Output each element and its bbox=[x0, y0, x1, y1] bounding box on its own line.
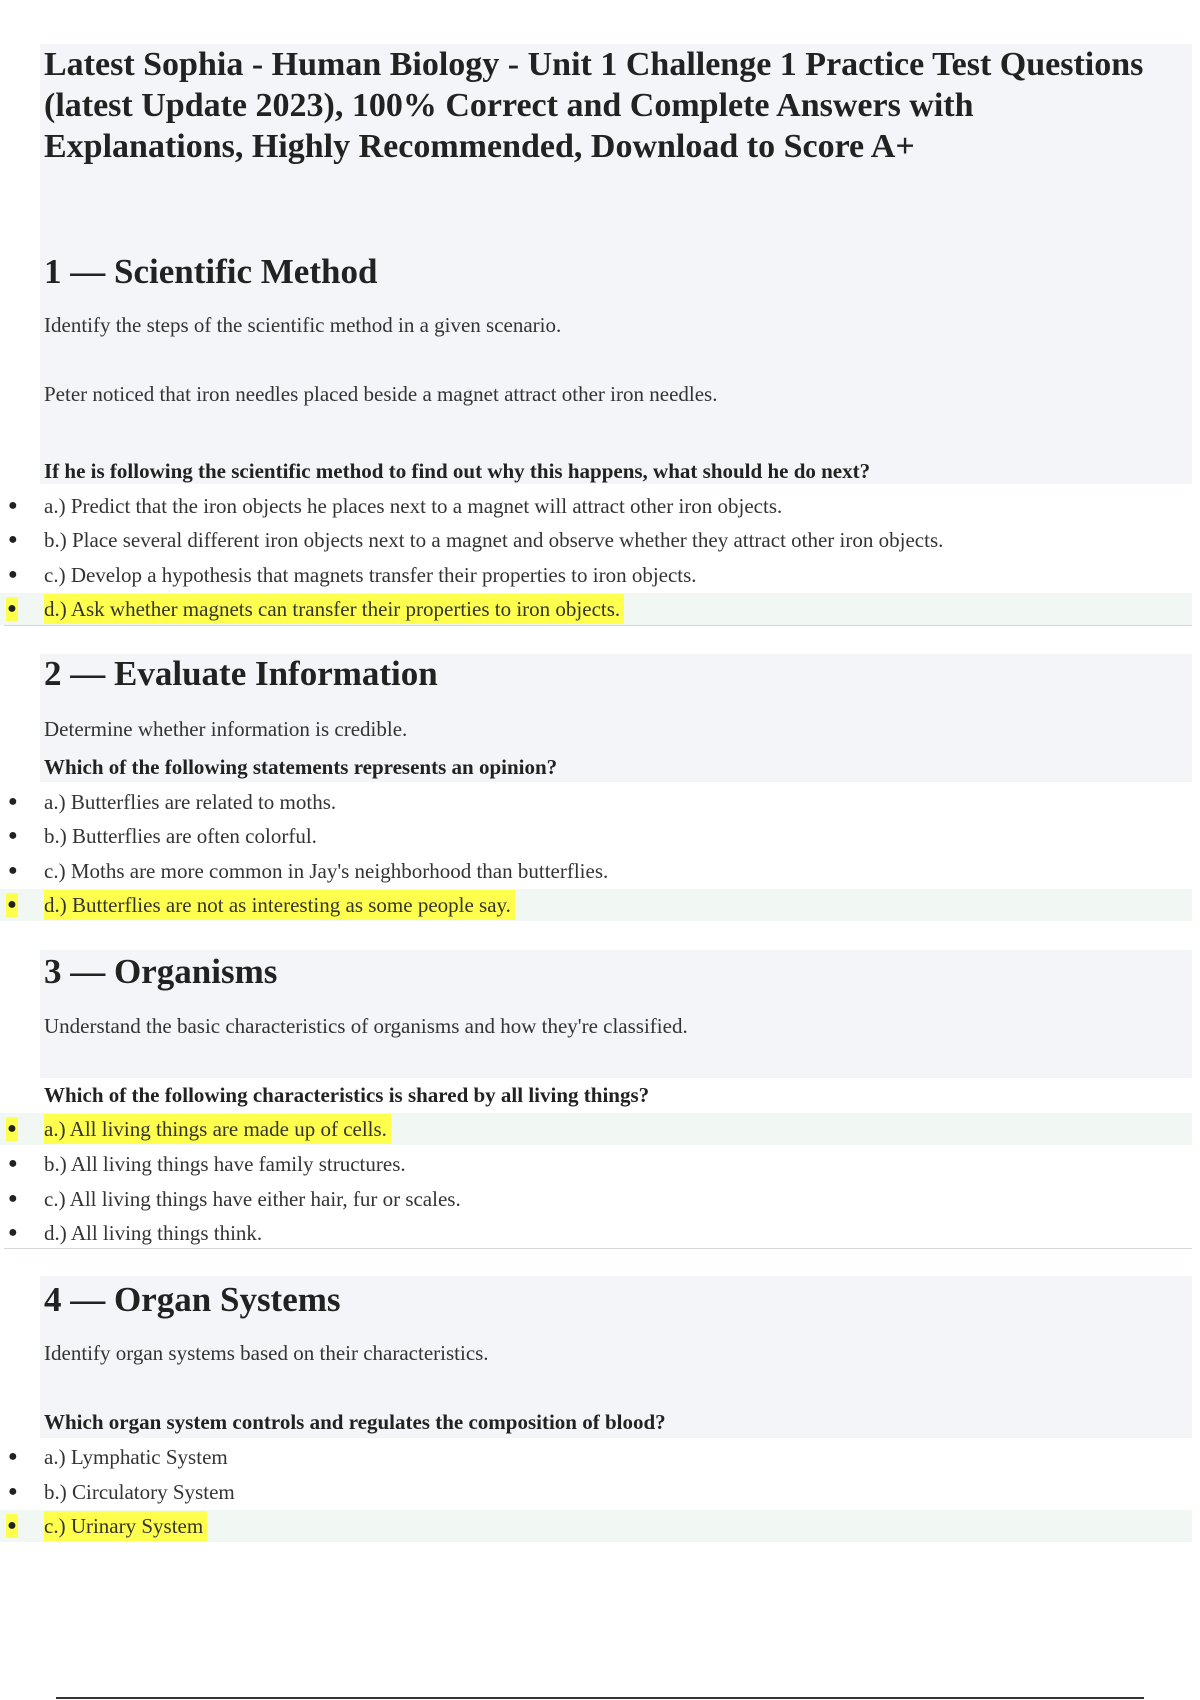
option-label: d.) Ask whether magnets can transfer their properties to iron objects. bbox=[44, 594, 624, 624]
answer-option[interactable] bbox=[0, 1183, 1192, 1215]
footer-rule bbox=[56, 1697, 1144, 1699]
option-label: a.) All living things are made up of cells. bbox=[44, 1114, 391, 1144]
bullet-icon: ● bbox=[8, 566, 18, 583]
bullet-icon: ● bbox=[8, 531, 18, 548]
section-heading: 4 — Organ Systems bbox=[44, 1280, 341, 1319]
option-label: b.) Circulatory System bbox=[44, 1480, 235, 1504]
option-label: c.) Moths are more common in Jay's neighborhood than butterflies. bbox=[44, 859, 609, 883]
bullet-icon: ● bbox=[8, 1483, 18, 1500]
section-description: Understand the basic characteristics of organisms and how they're classified. bbox=[44, 1014, 688, 1038]
answer-option-correct[interactable] bbox=[0, 1113, 1192, 1145]
answer-option-correct[interactable] bbox=[0, 889, 1192, 921]
question-text: Which of the following statements represents an opinion? bbox=[44, 755, 558, 779]
bullet-icon: ● bbox=[8, 1190, 18, 1207]
option-label: b.) Place several different iron objects next to a magnet and observe whether they attract other iron objects. bbox=[44, 528, 944, 552]
bullet-icon: ● bbox=[8, 862, 18, 879]
answer-option[interactable] bbox=[0, 1217, 1192, 1249]
answer-option[interactable] bbox=[0, 524, 1192, 556]
section-description: Identify organ systems based on their characteristics. bbox=[44, 1341, 489, 1365]
option-label: a.) Predict that the iron objects he places next to a magnet will attract other iron objects. bbox=[44, 494, 783, 518]
option-label: c.) All living things have either hair, fur or scales. bbox=[44, 1187, 461, 1211]
option-label: d.) Butterflies are not as interesting as some people say. bbox=[44, 890, 515, 920]
answer-option[interactable] bbox=[0, 1476, 1192, 1508]
bullet-icon: ● bbox=[8, 497, 18, 514]
option-label: a.) Lymphatic System bbox=[44, 1445, 228, 1469]
document-title: Latest Sophia - Human Biology - Unit 1 Challenge 1 Practice Test Questions (latest Update 2023), 100% Correct and Complete Answers with Explanations, Highly Recommended, Download to Score A+ bbox=[44, 46, 1144, 165]
answer-option[interactable] bbox=[0, 559, 1192, 591]
question-text: If he is following the scientific method to find out why this happens, what should he do next? bbox=[44, 459, 871, 483]
section-heading: 3 — Organisms bbox=[44, 952, 278, 991]
bullet-icon: ● bbox=[8, 827, 18, 844]
option-label: c.) Develop a hypothesis that magnets transfer their properties to iron objects. bbox=[44, 563, 697, 587]
answer-option[interactable] bbox=[0, 820, 1192, 852]
section-scenario: Peter noticed that iron needles placed beside a magnet attract other iron needles. bbox=[44, 382, 718, 406]
bullet-icon: ● bbox=[8, 1448, 18, 1465]
bullet-icon: ● bbox=[8, 793, 18, 810]
option-label: c.) Urinary System bbox=[44, 1511, 207, 1541]
section-heading: 1 — Scientific Method bbox=[44, 252, 378, 291]
question-text: Which organ system controls and regulates the composition of blood? bbox=[44, 1410, 666, 1434]
option-label: a.) Butterflies are related to moths. bbox=[44, 790, 337, 814]
section-1-separator bbox=[4, 625, 1192, 626]
bullet-icon: ● bbox=[6, 1117, 18, 1141]
answer-option[interactable] bbox=[0, 1148, 1192, 1180]
question-text: Which of the following characteristics is shared by all living things? bbox=[44, 1083, 650, 1107]
bullet-icon: ● bbox=[6, 1514, 18, 1538]
section-description: Determine whether information is credible. bbox=[44, 717, 408, 741]
answer-option-correct[interactable] bbox=[0, 593, 1192, 625]
option-label: b.) All living things have family structures. bbox=[44, 1152, 406, 1176]
answer-option[interactable] bbox=[0, 855, 1192, 887]
section-description: Identify the steps of the scientific method in a given scenario. bbox=[44, 313, 562, 337]
answer-option[interactable] bbox=[0, 786, 1192, 818]
section-heading: 2 — Evaluate Information bbox=[44, 654, 438, 693]
answer-option-correct[interactable] bbox=[0, 1510, 1192, 1542]
bullet-icon: ● bbox=[8, 1155, 18, 1172]
bullet-icon: ● bbox=[8, 1224, 18, 1241]
bullet-icon: ● bbox=[6, 893, 18, 917]
option-label: b.) Butterflies are often colorful. bbox=[44, 824, 317, 848]
answer-option[interactable] bbox=[0, 490, 1192, 522]
bullet-icon: ● bbox=[6, 597, 18, 621]
answer-option[interactable] bbox=[0, 1441, 1192, 1473]
option-label: d.) All living things think. bbox=[44, 1221, 263, 1245]
